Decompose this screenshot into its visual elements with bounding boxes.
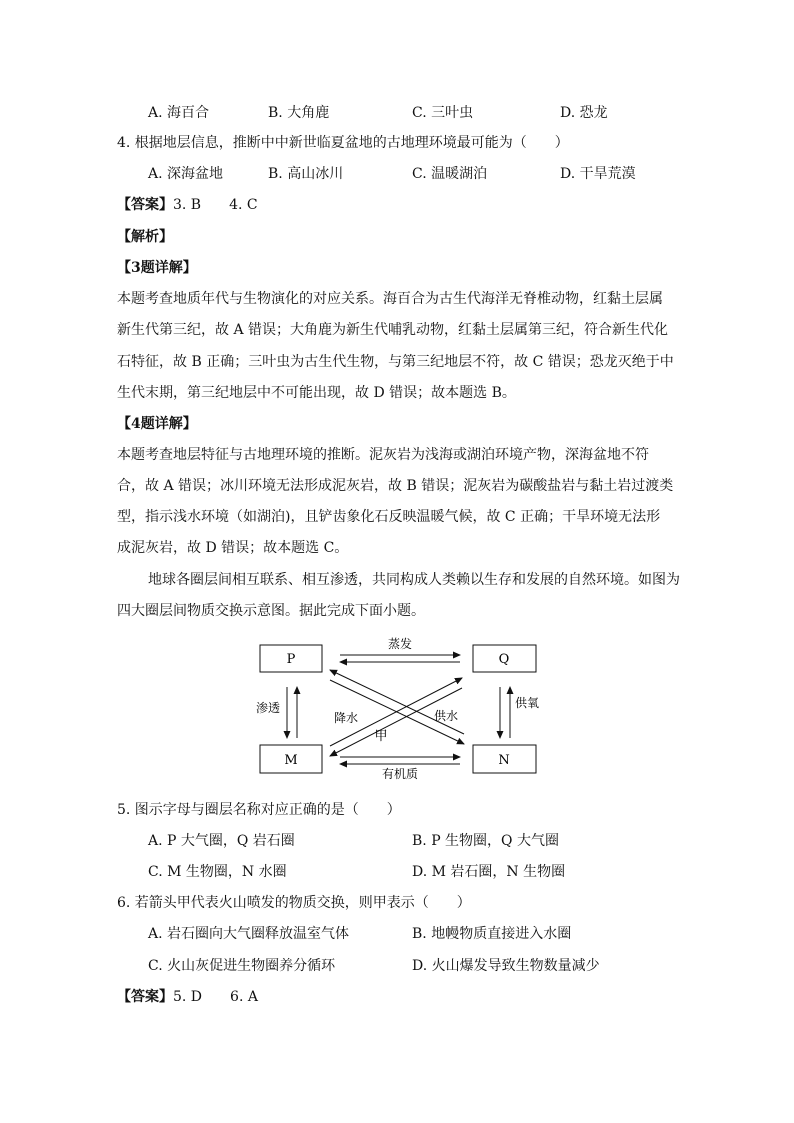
q3-option-c: C. 三叶虫 xyxy=(412,105,474,121)
label-infiltration: 渗透 xyxy=(255,701,281,715)
node-p-box xyxy=(260,645,322,672)
q3-detail-line: 石特征，故 B 正确；三叶虫为古生代生物，与第三纪地层不符，故 C 错误；恐龙灭绝于中 xyxy=(117,354,674,370)
analysis-label: 【解析】 xyxy=(117,229,173,245)
intro-line: 地球各圈层间相互联系、相互渗透，共同构成人类赖以生存和发展的自然环境。如图为 xyxy=(148,572,680,588)
q3-detail-line: 新生代第三纪，故 A 错误；大角鹿为新生代哺乳动物，红黏土层属第三纪，符合新生代化 xyxy=(117,322,669,338)
q4-stem: 4. 根据地层信息，推断中中新世临夏盆地的古地理环境最可能为（ ） xyxy=(117,135,569,151)
q3-detail-line: 本题考查地质年代与生物演化的对应关系。海百合为古生代海洋无脊椎动物，红黏土层属 xyxy=(117,291,663,307)
q3-detail-label: 【3题详解】 xyxy=(117,260,197,276)
node-n-box xyxy=(473,745,536,773)
q6-option-a: A. 岩石圈向大气圈释放温室气体 xyxy=(148,926,350,942)
q3-detail-line: 生代末期，第三纪地层中不可能出现，故 D 错误；故本题选 B。 xyxy=(117,385,516,401)
node-m-label: M xyxy=(284,753,298,768)
q4-detail-line: 型，指示浅水环境（如湖泊)，且铲齿象化石反映温暖气候，故 C 正确；干旱环境无法形 xyxy=(117,509,661,525)
node-q-label: Q xyxy=(498,652,510,667)
answer-label: 【答案】 xyxy=(117,989,173,1005)
q3-option-b: B. 大角鹿 xyxy=(268,105,330,121)
intro-line: 四大圈层间物质交换示意图。据此完成下面小题。 xyxy=(117,603,425,619)
q5-option-c: C. M 生物圈，N 水圈 xyxy=(148,864,287,880)
answer-row-2 xyxy=(117,987,258,1007)
q4-option-b: B. 高山冰川 xyxy=(268,166,344,182)
node-m-box xyxy=(260,745,322,773)
answer-text: 5. D 6. A xyxy=(173,989,258,1005)
q6-stem: 6. 若箭头甲代表火山喷发的物质交换，则甲表示（ ） xyxy=(117,895,471,911)
q3-option-d: D. 恐龙 xyxy=(560,105,608,121)
q5-option-a: A. P 大气圈，Q 岩石圈 xyxy=(148,833,295,849)
q3-option-a: A. 海百合 xyxy=(148,105,210,121)
q4-detail-label: 【4题详解】 xyxy=(117,416,197,432)
label-oxygen: 供氧 xyxy=(514,696,540,710)
q4-detail-line: 成泥灰岩，故 D 错误；故本题选 C。 xyxy=(117,540,349,556)
q5-option-b: B. P 生物圈，Q 大气圈 xyxy=(412,833,559,849)
node-p-label: P xyxy=(286,652,296,667)
q4-option-d: D. 干旱荒漠 xyxy=(560,166,636,182)
q4-option-a: A. 深海盆地 xyxy=(148,166,224,182)
label-evaporation: 蒸发 xyxy=(387,637,413,651)
q6-option-b: B. 地幔物质直接进入水圈 xyxy=(412,926,572,942)
answer-text: 3. B 4. C xyxy=(173,197,258,213)
q5-stem: 5. 图示字母与圈层名称对应正确的是（ ） xyxy=(117,802,401,818)
q5-option-d: D. M 岩石圈，N 生物圈 xyxy=(412,864,566,880)
label-organic: 有机质 xyxy=(381,767,419,781)
label-jia: 甲 xyxy=(374,729,388,744)
label-water-supply: 供水 xyxy=(433,709,459,723)
q4-detail-line: 合，故 A 错误；冰川环境无法形成泥灰岩，故 B 错误；泥灰岩为碳酸盐岩与黏土岩过渡类 xyxy=(117,478,674,494)
q6-option-d: D. 火山爆发导致生物数量减少 xyxy=(412,958,600,974)
node-q-box xyxy=(473,645,536,672)
q6-option-c: C. 火山灰促进生物圈养分循环 xyxy=(148,958,336,974)
q4-detail-line: 本题考查地层特征与古地理环境的推断。泥灰岩为浅海或湖泊环境产物，深海盆地不符 xyxy=(117,447,649,463)
node-n-label: N xyxy=(498,753,510,768)
q4-option-c: C. 温暖湖泊 xyxy=(412,166,488,182)
answer-label: 【答案】 xyxy=(117,197,173,213)
label-precipitation: 降水 xyxy=(333,711,359,725)
